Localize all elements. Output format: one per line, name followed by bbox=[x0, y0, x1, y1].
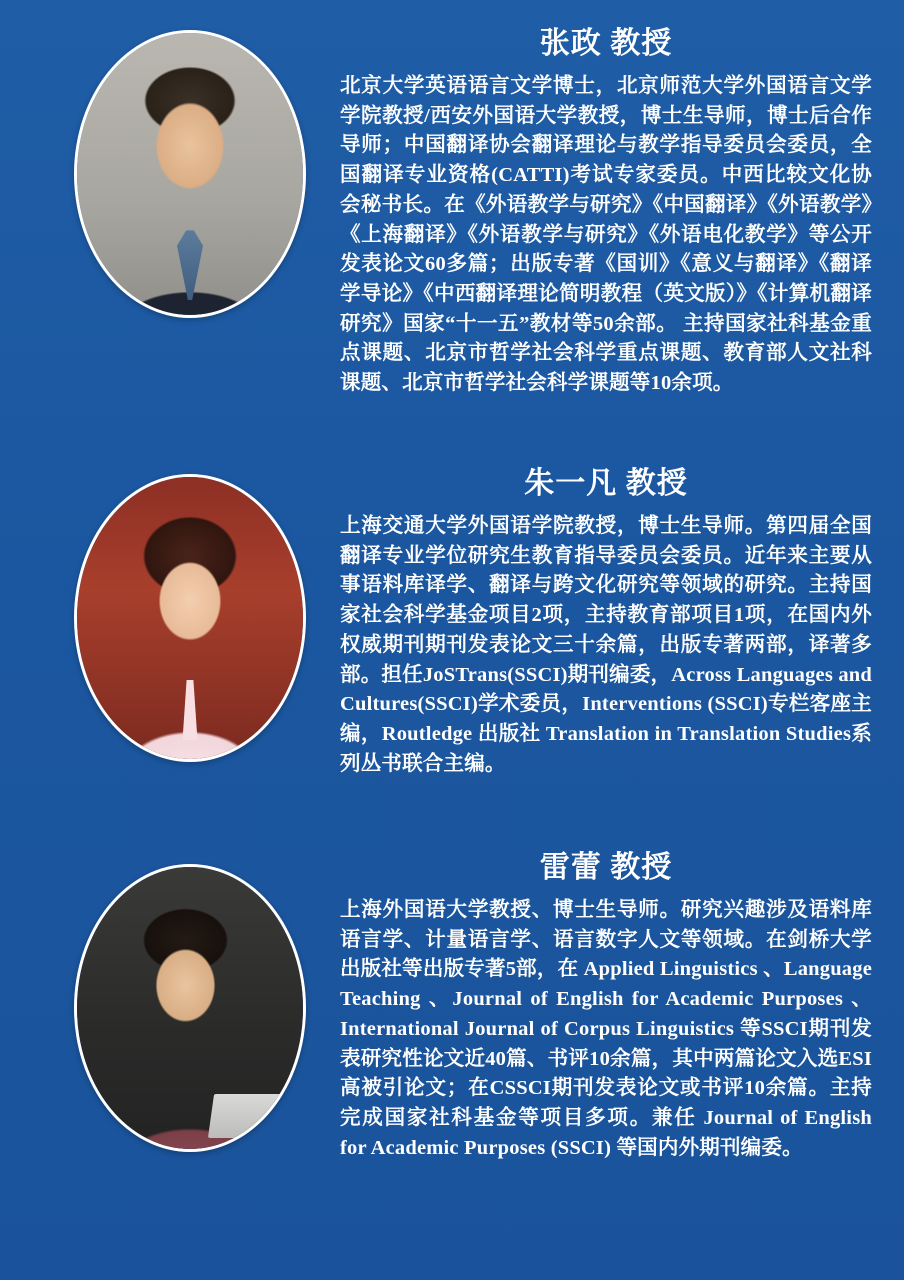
portrait-image-3 bbox=[77, 867, 303, 1149]
portrait-lei-lei bbox=[74, 864, 306, 1152]
portrait-container-3 bbox=[40, 834, 340, 1152]
speaker-bio-2: 上海交通大学外国语学院教授，博士生导师。第四届全国翻译专业学位研究生教育指导委员会委员。近年来主要从事语料库译学、翻译与跨文化研究等领域的研究。主持国家社会科学基金项目2项，主持教育部项目1项，在国内外权威期刊期刊发表论文三十余篇，出版专著两部，译著多部。担任JoSTrans(SSCI)期刊编委，Across Languages and Cultures(SSCI)学术委员，Interventions (SSCI)专栏客座主编，Routledge 出版社 Translation in Translation Studies系列丛书联合主编。 bbox=[340, 515, 872, 775]
speaker-name-2: 朱一凡 教授 bbox=[524, 467, 688, 500]
speaker-text-3 bbox=[340, 834, 876, 1163]
speaker-name-1: 张政 教授 bbox=[539, 27, 673, 60]
portrait-container-2 bbox=[40, 452, 340, 762]
speaker-bio-3: 上海外国语大学教授、博士生导师。研究兴趣涉及语料库语言学、计量语言学、语言数字人文等领域。在剑桥大学出版社等出版专著5部，在 Applied Linguistics 、Language Teaching 、Journal of English for Academic Purposes 、International Journal of Corpus Linguistics 等SSCI期刊发表研究性论文近40篇、书评10余篇，其中两篇论文入选ESI高被引论文；在CSSCI期刊发表论文或书评10余篇。主持完成国家社科基金等项目多项。兼任 Journal of English for Academic Purposes (SSCI) 等国内外期刊编委。 bbox=[340, 899, 872, 1159]
speaker-text-2 bbox=[340, 452, 876, 779]
portrait-zhu-yifan bbox=[74, 474, 306, 762]
portrait-image-2 bbox=[77, 477, 303, 759]
speaker-block-2 bbox=[0, 452, 904, 834]
speaker-text-1 bbox=[340, 0, 876, 399]
portrait-container-1 bbox=[40, 0, 340, 318]
portrait-image-1 bbox=[77, 33, 303, 315]
speaker-bio-1: 北京大学英语语言文学博士，北京师范大学外国语言文学学院教授/西安外国语大学教授，博士生导师，博士后合作导师；中国翻译协会翻译理论与教学指导委员会委员，全国翻译专业资格(CATTI)考试专家委员。中西比较文化协会秘书长。在《外语教学与研究》《中国翻译》《外语教学》《上海翻译》《外语教学与研究》《外语电化教学》等公开发表论文60多篇；出版专著《国训》《意义与翻译》《翻译学导论》《中西翻译理论简明教程（英文版）》《计算机翻译研究》国家“十一五”教材等50余部。 主持国家社科基金重点课题、北京市哲学社会科学重点课题、教育部人文社科课题、北京市哲学社会科学课题等10余项。 bbox=[340, 75, 872, 395]
speaker-name-3: 雷蕾 教授 bbox=[539, 851, 673, 884]
speaker-block-3 bbox=[0, 834, 904, 1280]
speaker-block-1 bbox=[0, 0, 904, 452]
portrait-zhang-zheng bbox=[74, 30, 306, 318]
